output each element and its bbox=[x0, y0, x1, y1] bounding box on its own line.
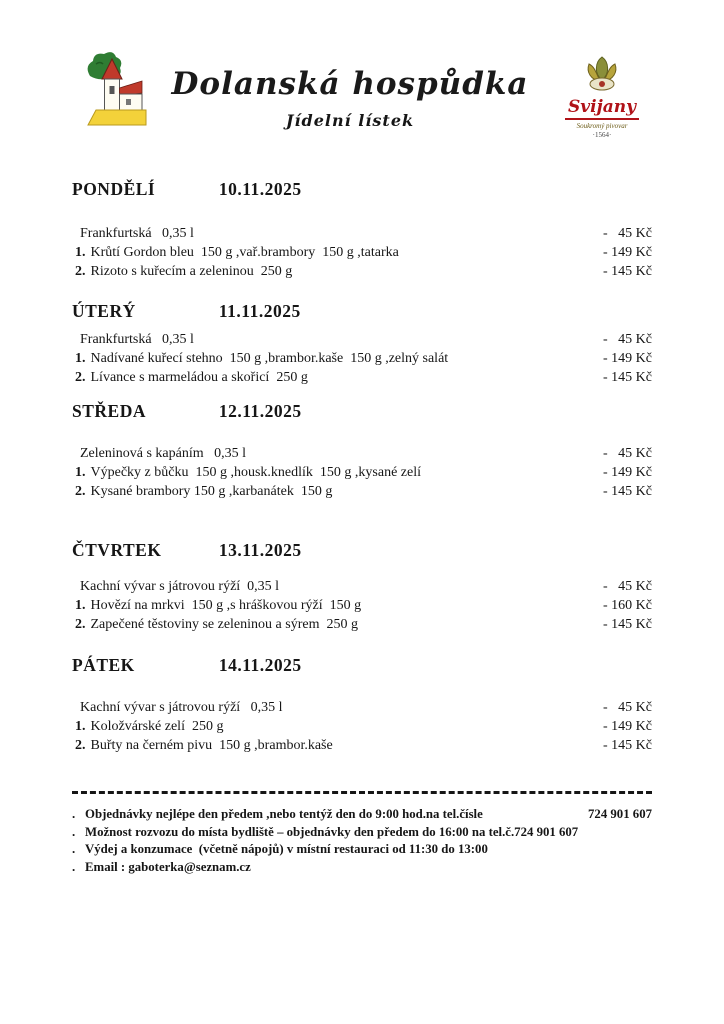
item-price: - 145 Kč bbox=[603, 617, 652, 632]
item-price: - 45 Kč bbox=[603, 446, 652, 461]
item-price: - 149 Kč bbox=[603, 719, 652, 734]
note-text: Objednávky nejlépe den předem ,nebo tentýž den do 9:00 hod.na tel.čísle bbox=[85, 807, 483, 821]
note-bullet: . bbox=[72, 824, 76, 839]
svijany-crest-icon bbox=[552, 54, 652, 99]
item-number: 2. bbox=[75, 370, 86, 385]
item-price: - 45 Kč bbox=[603, 332, 652, 347]
item-description: Frankfurtská 0,35 l bbox=[80, 332, 194, 347]
note-text-email: Email : gaboterka@seznam.cz bbox=[85, 859, 251, 874]
day-name: PÁTEK bbox=[72, 655, 135, 675]
dashed-divider bbox=[72, 791, 652, 794]
item-number: 1. bbox=[75, 598, 86, 613]
day-name: PONDĚLÍ bbox=[72, 179, 156, 199]
item-number: 2. bbox=[75, 738, 86, 753]
day-section-thursday bbox=[72, 539, 652, 634]
item-price: - 145 Kč bbox=[603, 738, 652, 753]
item-description: Kachní vývar s játrovou rýží 0,35 l bbox=[80, 579, 280, 594]
item-number: 2. bbox=[75, 484, 86, 499]
title-block bbox=[148, 52, 552, 130]
footer-notes bbox=[72, 806, 652, 876]
item-price: - 160 Kč bbox=[603, 598, 652, 613]
chapel-logo-icon bbox=[82, 52, 148, 135]
header bbox=[72, 52, 652, 160]
note-text: Výdej a konzumace (včetně nápojů) v místní restauraci od 11:30 do 13:00 bbox=[85, 842, 488, 856]
menu-item-row bbox=[72, 698, 652, 717]
item-price: - 145 Kč bbox=[603, 370, 652, 385]
note-bullet: . bbox=[72, 842, 76, 856]
footer-note bbox=[72, 859, 652, 877]
menu-item-row bbox=[72, 444, 652, 463]
day-heading bbox=[72, 178, 652, 200]
note-text: Možnost rozvozu do místa bydliště – objednávky den předem do 16:00 na tel.č.724 901 607 bbox=[85, 824, 579, 839]
svijany-tagline: Soukromý pivovar bbox=[576, 122, 628, 130]
menu-item-row bbox=[72, 615, 652, 634]
day-section-wednesday bbox=[72, 400, 652, 501]
item-description: Nadívané kuřecí stehno 150 g ,brambor.kaše 150 g ,zelný salát bbox=[90, 351, 449, 366]
item-number: 2. bbox=[75, 264, 86, 279]
note-bullet: . bbox=[72, 807, 76, 821]
item-price: - 45 Kč bbox=[603, 226, 652, 241]
item-price: - 149 Kč bbox=[603, 465, 652, 480]
day-date: 12.11.2025 bbox=[218, 401, 302, 421]
day-heading bbox=[72, 400, 652, 422]
menu-item-row bbox=[72, 463, 652, 482]
item-description: Koložvárské zelí 250 g bbox=[90, 719, 224, 734]
item-description: Krůtí Gordon bleu 150 g ,vař.brambory 150 g ,tatarka bbox=[90, 245, 399, 260]
item-description: Hovězí na mrkvi 150 g ,s hráškovou rýží 150 g bbox=[90, 598, 362, 613]
item-description: Frankfurtská 0,35 l bbox=[80, 226, 194, 241]
item-price: - 45 Kč bbox=[603, 579, 652, 594]
menu-item-row bbox=[72, 736, 652, 755]
day-heading bbox=[72, 654, 652, 676]
item-description: Kachní vývar s játrovou rýží 0,35 l bbox=[80, 700, 283, 715]
item-number: 1. bbox=[75, 351, 86, 366]
day-name: ÚTERÝ bbox=[72, 301, 136, 321]
day-date: 11.11.2025 bbox=[218, 301, 301, 321]
menu-item-row bbox=[72, 596, 652, 615]
footer-note bbox=[72, 824, 652, 842]
menu-item-row bbox=[72, 368, 652, 387]
day-name: ČTVRTEK bbox=[72, 540, 162, 560]
note-phone: 724 901 607 bbox=[588, 807, 652, 821]
day-heading bbox=[72, 539, 652, 561]
menu-item-row bbox=[72, 349, 652, 368]
svijany-logo bbox=[552, 52, 652, 139]
item-number: 1. bbox=[75, 719, 86, 734]
menu-subtitle: Jídelní lístek bbox=[285, 111, 415, 130]
item-number: 2. bbox=[75, 617, 86, 632]
item-description: Zeleninová s kapáním 0,35 l bbox=[80, 446, 247, 461]
day-date: 14.11.2025 bbox=[218, 655, 302, 675]
day-name: STŘEDA bbox=[72, 401, 146, 421]
day-heading bbox=[72, 300, 652, 322]
item-description: Zapečené těstoviny se zeleninou a sýrem 250 g bbox=[90, 617, 358, 632]
item-number: 1. bbox=[75, 245, 86, 260]
menu-item-row bbox=[72, 717, 652, 736]
item-price: - 145 Kč bbox=[603, 484, 652, 499]
item-price: - 45 Kč bbox=[603, 700, 652, 715]
menu-item-row bbox=[72, 262, 652, 281]
item-description: Kysané brambory 150 g ,karbanátek 150 g bbox=[90, 484, 333, 499]
item-description: Výpečky z bůčku 150 g ,housk.knedlík 150 g ,kysané zelí bbox=[90, 465, 421, 480]
note-bullet: . bbox=[72, 859, 76, 874]
menu-item-row bbox=[72, 482, 652, 501]
item-price: - 149 Kč bbox=[603, 351, 652, 366]
svijany-year: ·1564· bbox=[592, 131, 612, 139]
item-description: Lívance s marmeládou a skořicí 250 g bbox=[90, 370, 308, 385]
footer-note bbox=[72, 806, 652, 824]
item-price: - 149 Kč bbox=[603, 245, 652, 260]
item-description: Buřty na černém pivu 150 g ,brambor.kaše bbox=[90, 738, 333, 753]
day-section-friday bbox=[72, 654, 652, 755]
day-date: 13.11.2025 bbox=[218, 540, 302, 560]
menu-item-row bbox=[72, 224, 652, 243]
menu-item-row bbox=[72, 243, 652, 262]
day-section-monday bbox=[72, 178, 652, 281]
item-number: 1. bbox=[75, 465, 86, 480]
item-price: - 145 Kč bbox=[603, 264, 652, 279]
svijany-brand-name: Svijany bbox=[565, 97, 639, 120]
menu-body bbox=[72, 178, 652, 755]
restaurant-title: Dolanská hospůdka bbox=[171, 66, 529, 102]
item-description: Rizoto s kuřecím a zeleninou 250 g bbox=[90, 264, 293, 279]
menu-item-row bbox=[72, 577, 652, 596]
day-date: 10.11.2025 bbox=[218, 179, 302, 199]
day-section-tuesday bbox=[72, 300, 652, 387]
footer-note bbox=[72, 841, 652, 859]
menu-item-row bbox=[72, 330, 652, 349]
